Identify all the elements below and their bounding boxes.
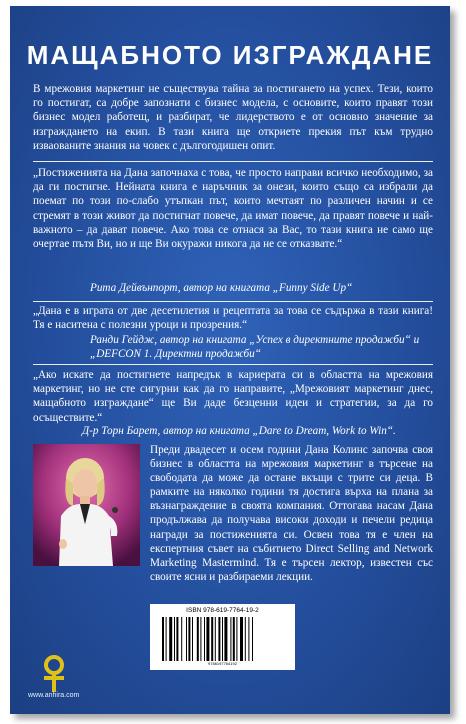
author-photo	[33, 444, 140, 566]
quote-1-author: Рита Дейвънпорт, автор на книгата „Funny Side Up“	[90, 282, 353, 294]
quote-1-text: „Постиженията на Дана започнаха с това, че просто направи всичко необходимо, за да ги постигне. Нейната книга е наръчник за онези, които също са избрали да поемат по този по-слабо утъпкан път, които мечтаят по различен начин и се стремят в този живот да постигнат повече, да имат повече, да правят повече и най-важното – да дават повече. Ако това се отнася за Вас, то тази книга не само ще очертае пътя Ви, но и ще Ви окуражи никога да не се отказвате.“	[33, 167, 433, 251]
quote-3-text: „Ако искате да постигнете напредък в кариерата си в областта на мрежовия маркетинг, но не сте сигурни как да го направите, „Мрежовият маркетинг днес, мащабното изграждане“ ще Ви даде безценни идеи и стратегии, за да го осъществите.“	[33, 369, 433, 424]
barcode-number: 9786197764192	[208, 661, 237, 666]
intro-paragraph: В мрежовия маркетинг не съществува тайна за постигането на успех. Тези, които го постигат, са добре запознати с бизнес модела, с основите, които правят този бизнес модел работещ, и разбират, че лидерството е от основно значение за изграждането на екип. В тази книга ще откриете прекия път към трудно изваованите знания на човек с дългогодишен опит.	[33, 83, 433, 152]
quote-2-author: Ранди Гейдж, автор на книгата „Успех в директните продажби“ и	[90, 334, 420, 346]
quote-3-author: Д-р Торн Барет, автор на книгата „Dare to Dream, Work to Win“.	[82, 425, 396, 437]
quote-2-text: „Дана е в играта от две десетилетия и рецептата за това се съдържа в тази книга! Тя е наситена с полезни уроци и прозрения.“	[33, 305, 433, 332]
isbn-label: ISBN 978-619-7764-19-2	[186, 607, 259, 614]
cover-title: МАЩАБНОТО ИЗГРАЖДАНЕ	[26, 40, 434, 70]
divider-2	[33, 301, 433, 302]
barcode-bars	[162, 617, 283, 661]
divider-1	[33, 161, 433, 162]
author-bio: Преди двадесет и осем години Дана Колинс започва своя бизнес в областта на мрежовия маркетинг в търсене на свободата да може да остане вкъщи с трите си деца. В рамките на няколко години тя достига върха на плана за възнаграждение в своята компания. Оттогава насам Дана продължава да получава високи доходи и печели редица награди за постиженията си. Освен това тя е член на експертния съвет на събитието Direct Selling and Network Marketing Mastermind. Тя е търсен лектор, известен със своите ясни и разбираеми лекции.	[150, 444, 433, 583]
publisher-website: www.anhira.com	[28, 692, 80, 699]
barcode	[150, 604, 295, 670]
divider-3	[33, 364, 433, 365]
quote-2-author-line2: „DEFCON 1. Директни продажби“	[90, 348, 261, 360]
publisher-logo	[34, 653, 74, 693]
book-back-cover	[10, 6, 450, 714]
